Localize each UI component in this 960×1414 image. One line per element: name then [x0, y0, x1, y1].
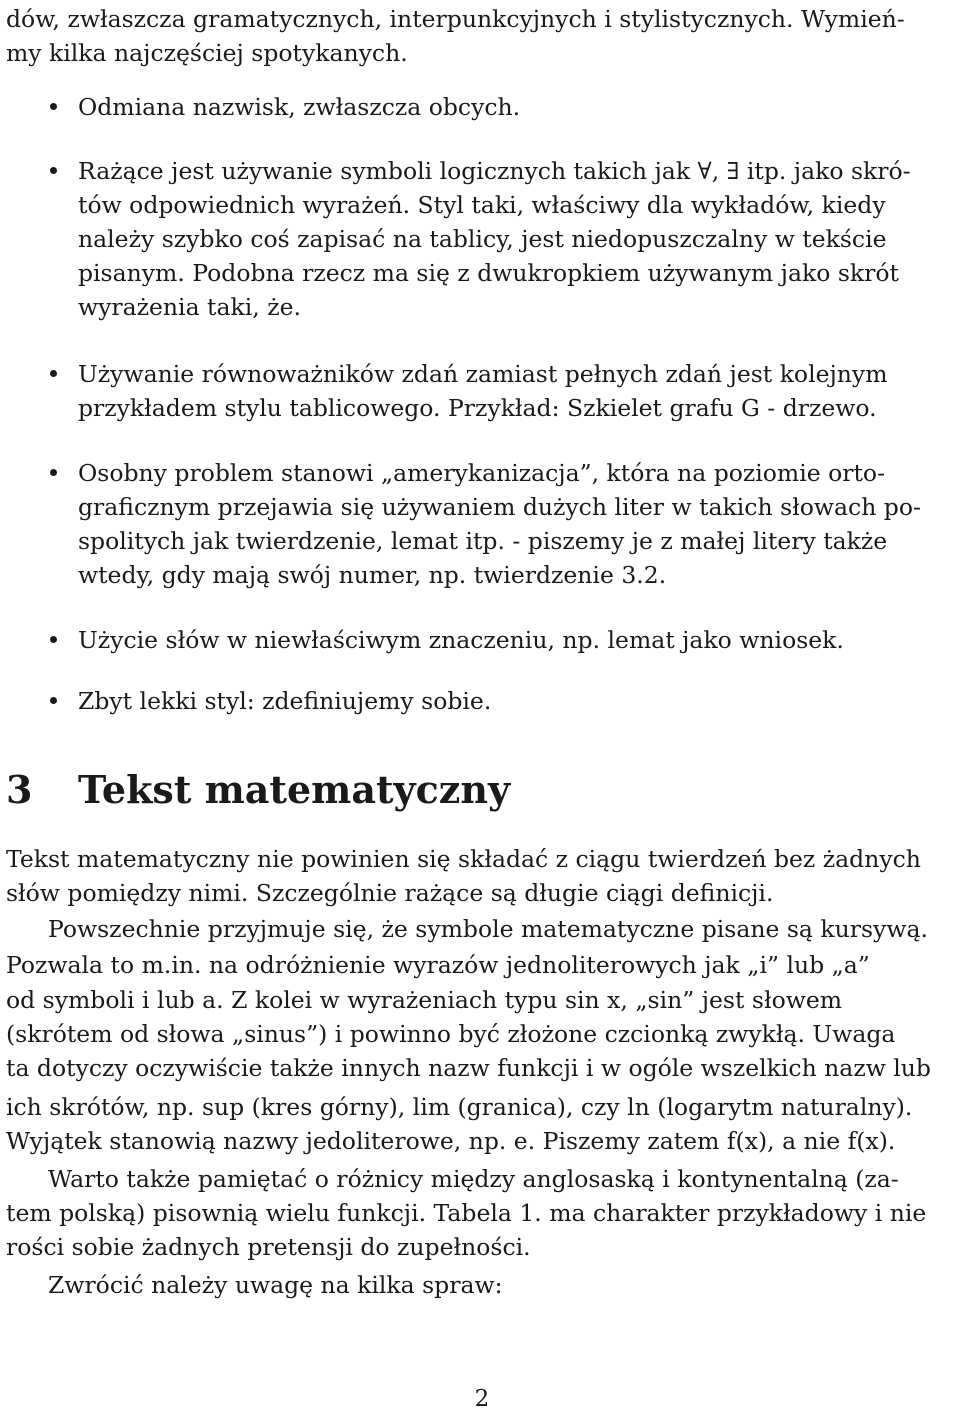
paragraph-3-line-1: Warto także pamiętać o różnicy między anglosaską i kontynentalną (za-: [48, 1165, 899, 1193]
paragraph-2-line-7: Wyjątek stanowią nazwy jedoliterowe, np. e. Piszemy zatem f(x), a nie f(x).: [6, 1127, 896, 1155]
paragraph-2-line-5: ta dotyczy oczywiście także innych nazw funkcji i w ogóle wszelkich nazw lub: [6, 1054, 931, 1082]
bullet-5-line-1: Użycie słów w niewłaściwym znaczeniu, np. lemat jako wniosek.: [78, 626, 844, 654]
paragraph-1-line-2: słów pomiędzy nimi. Szczególnie rażące są długie ciągi definicji.: [6, 879, 774, 907]
paragraph-4-line-1: Zwrócić należy uwagę na kilka spraw:: [48, 1271, 503, 1299]
section-title: Tekst matematyczny: [78, 767, 511, 812]
bullet-2-line-5: wyrażenia taki, że.: [78, 293, 301, 321]
bullet-3-line-2: przykładem stylu tablicowego. Przykład: Szkielet grafu G - drzewo.: [78, 394, 877, 422]
paragraph-2-line-3: od symboli i lub a. Z kolei w wyrażeniach typu sin x, „sin” jest słowem: [6, 986, 843, 1014]
bullet-2-line-3: należy szybko coś zapisać na tablicy, jest niedopuszczalny w tekście: [78, 225, 887, 253]
paragraph-3-line-3: rości sobie żadnych pretensji do zupełności.: [6, 1233, 531, 1261]
bullet-6-line-1: Zbyt lekki styl: zdefiniujemy sobie.: [78, 687, 492, 715]
paragraph-3-line-2: tem polską) pisownią wielu funkcji. Tabela 1. ma charakter przykładowy i nie: [6, 1199, 927, 1227]
bullet-dot: [50, 697, 57, 704]
bullet-4-line-4: wtedy, gdy mają swój numer, np. twierdzenie 3.2.: [78, 561, 667, 589]
bullet-2-line-4: pisanym. Podobna rzecz ma się z dwukropkiem używanym jako skrót: [78, 259, 899, 287]
bullet-4-line-2: graficznym przejawia się używaniem dużych liter w takich słowach po-: [78, 493, 921, 521]
paragraph-2-line-4: (skrótem od słowa „sinus”) i powinno być złożone czcionką zwykłą. Uwaga: [6, 1020, 896, 1048]
bullet-dot: [50, 167, 57, 174]
bullet-4-line-1: Osobny problem stanowi „amerykanizacja”, która na poziomie orto-: [78, 459, 886, 487]
paragraph-2-line-2: Pozwala to m.in. na odróżnienie wyrazów jednoliterowych jak „i” lub „a”: [6, 951, 870, 979]
intro-line-2: my kilka najczęściej spotykanych.: [6, 39, 408, 67]
bullet-2-line-2: tów odpowiednich wyrażeń. Styl taki, właściwy dla wykładów, kiedy: [78, 191, 886, 219]
section-heading: [6, 768, 510, 812]
bullet-3-line-1: Używanie równoważników zdań zamiast pełnych zdań jest kolejnym: [78, 360, 888, 388]
bullet-4-line-3: spolitych jak twierdzenie, lemat itp. - piszemy je z małej litery także: [78, 527, 888, 555]
bullet-dot: [50, 370, 57, 377]
bullet-dot: [50, 103, 57, 110]
intro-line-1: dów, zwłaszcza gramatycznych, interpunkcyjnych i stylistycznych. Wymień-: [6, 5, 905, 33]
bullet-dot: [50, 469, 57, 476]
page-number: 2: [474, 1386, 490, 1412]
section-number: 3: [6, 767, 33, 812]
bullet-2-line-1: Rażące jest używanie symboli logicznych takich jak ∀, ∃ itp. jako skró-: [78, 157, 911, 185]
paragraph-2-line-6: ich skrótów, np. sup (kres górny), lim (granica), czy ln (logarytm naturalny).: [6, 1093, 913, 1121]
bullet-dot: [50, 636, 57, 643]
paragraph-1-line-1: Tekst matematyczny nie powinien się składać z ciągu twierdzeń bez żadnych: [6, 845, 921, 873]
bullet-1-line-1: Odmiana nazwisk, zwłaszcza obcych.: [78, 93, 521, 121]
paragraph-2-line-1: Powszechnie przyjmuje się, że symbole matematyczne pisane są kursywą.: [48, 915, 928, 943]
